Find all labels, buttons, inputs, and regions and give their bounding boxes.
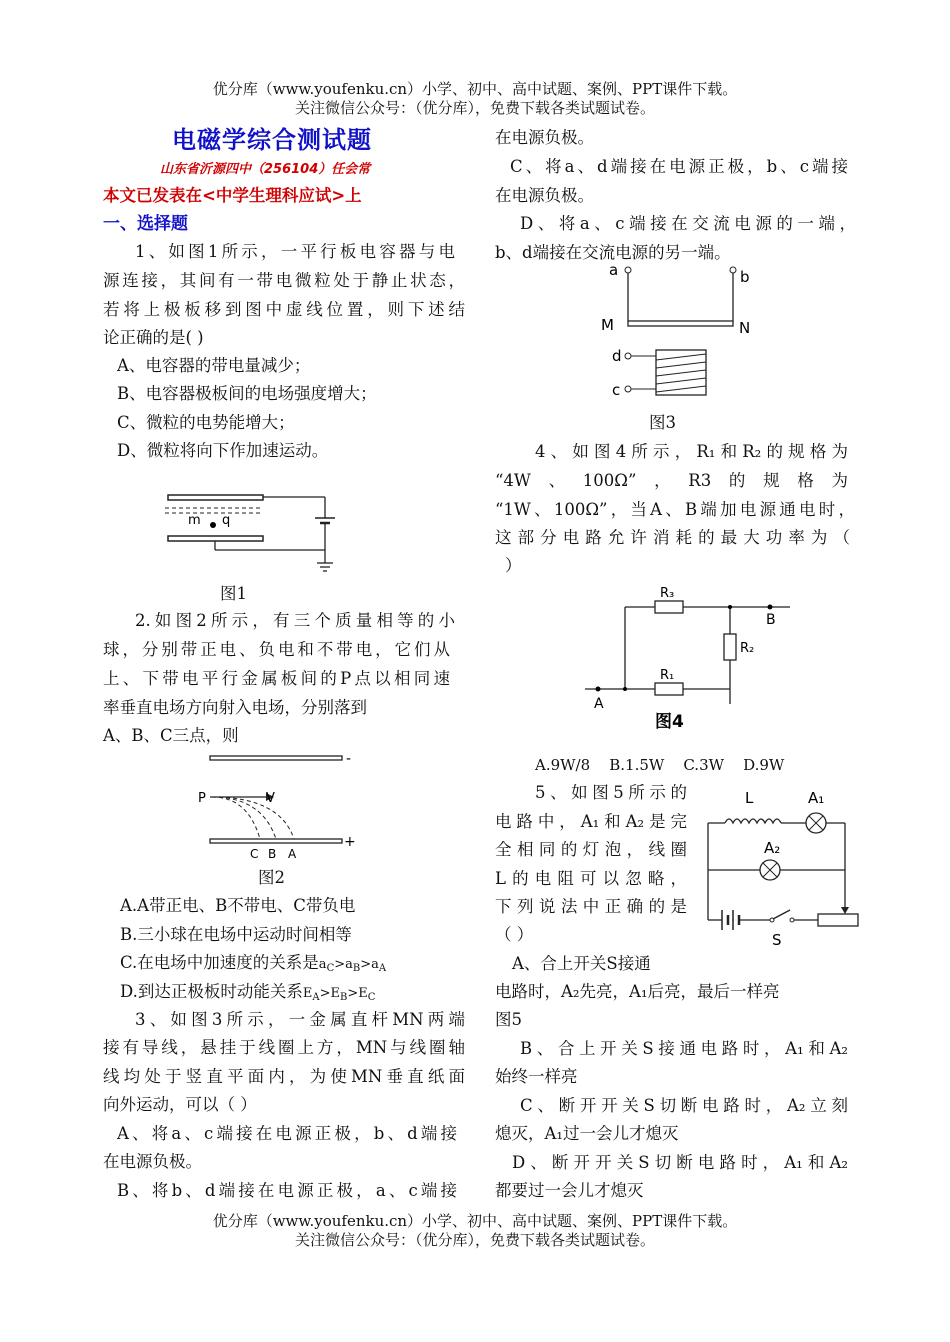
q5-option-c-2: 熄灭，A₁过一会儿才熄灭 (495, 1124, 679, 1143)
q2-option-a: A.A带正电、B不带电、C带负电 (120, 896, 356, 915)
q4-line-1: 4、如图4所示，R₁和R₂的规格为 (535, 442, 848, 461)
fig3-n-label: N (739, 319, 751, 337)
fig2-v-label: V (266, 791, 275, 806)
q1-option-c: C、微粒的电势能增大； (117, 413, 295, 432)
q5-option-d-1: D、断开开关S切断电路时，A₁和A₂ (512, 1153, 848, 1172)
q4-line-5: ） (505, 556, 522, 575)
resistor-r2 (724, 634, 736, 660)
figure-2-deflection (190, 748, 370, 866)
q3-option-c-2: 在电源负极。 (495, 186, 594, 205)
fig4-r3-label: R₃ (660, 586, 675, 601)
resistor-r3 (655, 601, 683, 613)
charged-particle (210, 522, 216, 528)
footer-line-2: 关注微信公众号：（优分库），免费下载各类试题试卷。 (294, 1231, 655, 1249)
q2-line-4: 率垂直电场方向射入电场，分别落到 (103, 698, 367, 717)
q2-option-c-text: C.在电场中加速度的关系是 (120, 953, 319, 972)
q3-option-d-1: D、将a、c端接在交流电源的一端， (520, 214, 856, 233)
q5-option-a-1: A、合上开关S接通 (512, 954, 651, 973)
q1-option-d: D、微粒将向下作加速运动。 (117, 441, 329, 460)
q5-line-4: L的电阻可以忽略， (495, 869, 687, 888)
metal-rod-mn (628, 321, 733, 326)
fig3-c-label: c (612, 381, 621, 399)
inductor-coil (725, 819, 781, 823)
resistor-r1 (655, 683, 683, 695)
q3-option-b-1: B、将b、d端接在电源正极，a、c端接 (117, 1181, 457, 1200)
q1-option-a: A、电容器的带电量减少； (117, 356, 311, 375)
fig2-b-label: B (268, 847, 277, 861)
q2-option-c: C.在电场中加速度的关系是$a_C>a_B>a_A$ (120, 953, 387, 974)
q3-line-1: 3、如图3所示，一金属直杆MN两端 (135, 1010, 465, 1029)
q3-line-4: 向外运动，可以（ ） (103, 1095, 257, 1114)
q5-line-2: 电路中，A₁和A₂是完 (495, 812, 687, 831)
fig4-caption: 图4 (655, 712, 684, 732)
figure-2-caption: 图2 (258, 868, 285, 887)
figure-1-caption: 图1 (220, 584, 247, 603)
q5-option-b-2: 始终一样亮 (495, 1067, 578, 1086)
q1-line-3: 若将上极板移到图中虚线位置，则下述结 (103, 300, 465, 319)
rheostat (818, 914, 858, 926)
q2-option-d-text: D.到达正极板时动能关系 (120, 982, 303, 1001)
fig4-b-label: B (766, 612, 776, 628)
figure-5-caption: 图5 (495, 1010, 522, 1029)
fig4-r2-label: R₂ (740, 641, 755, 656)
switch-s (773, 910, 790, 919)
q5-option-b-1: B、合上开关S接通电路时，A₁和A₂ (520, 1039, 848, 1058)
page-title: 电磁学综合测试题 (172, 126, 372, 154)
q1-line-1: 1、如图1所示，一平行板电容器与电 (135, 242, 455, 261)
q2-line-1: 2.如图2所示，有三个质量相等的小 (135, 611, 455, 630)
figure-3-caption: 图3 (649, 413, 676, 432)
q1-option-b: B、电容器极板间的电场强度增大； (117, 384, 377, 403)
fig3-a-label: a (609, 261, 619, 279)
q5-line-5: 下列说法中正确的是 (495, 897, 687, 916)
fig4-a-label: A (594, 696, 604, 712)
q4-line-2: “4W、100Ω”，R3的规格为 (495, 471, 848, 490)
q2-line-2: 球，分别带正电、负电和不带电，它们从 (103, 640, 450, 659)
q5-line-3: 全相同的灯泡，线圈 (495, 840, 687, 859)
fig1-q-label: q (222, 513, 231, 528)
q3-line-3: 线均处于竖直平面内，为使MN垂直纸面 (103, 1067, 465, 1086)
section-heading: 一、选择题 (103, 214, 188, 234)
fig2-p-label: P (198, 791, 206, 806)
q4-line-3: “1W、100Ω”，当A、B端加电源通电时， (495, 500, 855, 519)
q5-line-6: （ ） (495, 925, 534, 944)
q2-line-3: 上、下带电平行金属板间的P点以相同速 (103, 669, 450, 688)
q2-line-5: A、B、C三点，则 (103, 726, 239, 745)
footer-line-1: 优分库（www.youfenku.cn）小学、初中、高中试题、案例、PPT课件下载。 (212, 1212, 738, 1230)
header-line-1: 优分库（www.youfenku.cn）小学、初中、高中试题、案例、PPT课件下载。 (212, 80, 738, 98)
q5-option-a-2: 电路时，A₂先亮，A₁后亮，最后一样亮 (495, 982, 780, 1001)
figure-1-capacitor (160, 475, 340, 575)
q2-option-d: D.到达正极板时动能关系$E_A>E_B>E_C$ (120, 982, 376, 1003)
q5-line-1: 5、如图5所示的 (535, 783, 687, 802)
page-header (0, 80, 950, 118)
publish-note: 本文已发表在<中学生理科应试>上 (103, 186, 362, 205)
q4-line-4: 这部分电路允许消耗的最大功率为（ (495, 528, 850, 547)
q3-option-d-2: b、d端接在交流电源的另一端。 (495, 243, 731, 262)
q3-line-2: 接有导线，悬挂于线圈上方，MN与线圈轴 (103, 1038, 465, 1057)
fig5-l-label: L (745, 789, 754, 807)
q1-line-4: 论正确的是( ) (103, 328, 204, 347)
fig2-c-label: C (250, 847, 259, 861)
q3-option-a-2: 在电源负极。 (103, 1152, 202, 1171)
figure-5-lamp-circuit (700, 785, 865, 953)
fig2-a-label: A (288, 847, 297, 861)
fig5-a2-label: A₂ (764, 839, 781, 857)
q2-option-b: B.三小球在电场中运动时间相等 (120, 925, 352, 944)
q3-option-a-1: A、将a、c端接在电源正极，b、d端接 (117, 1124, 457, 1143)
header-line-2: 关注微信公众号：（优分库），免费下载各类试题试卷。 (294, 99, 655, 117)
q3-option-b-2: 在电源负极。 (495, 128, 594, 147)
q3-option-c-1: C、将a、d端接在电源正极，b、c端接 (510, 157, 848, 176)
fig4-r1-label: R₁ (660, 668, 675, 683)
fig5-s-label: S (772, 931, 782, 949)
fig3-m-label: M (601, 316, 614, 334)
figure-3-coil (598, 258, 768, 408)
fig1-m-label: m (188, 513, 201, 528)
fig3-b-label: b (740, 268, 750, 286)
page-footer (0, 1212, 950, 1250)
figure-4-resistor-circuit (580, 582, 795, 732)
q5-option-d-2: 都要过一会儿才熄灭 (495, 1181, 644, 1200)
fig2-plus-label: + (344, 834, 356, 850)
fig2-minus-label: - (346, 751, 352, 767)
fig3-d-label: d (612, 347, 622, 365)
q5-option-c-1: C、断开开关S切断电路时，A₂立刻 (520, 1096, 848, 1115)
q1-line-2: 源连接，其间有一带电微粒处于静止状态， (103, 271, 465, 290)
fig5-a1-label: A₁ (808, 789, 825, 807)
author-line: 山东省沂源四中（256104）任会常 (160, 162, 371, 177)
q4-options: A.9W/8 B.1.5W C.3W D.9W (535, 756, 785, 774)
